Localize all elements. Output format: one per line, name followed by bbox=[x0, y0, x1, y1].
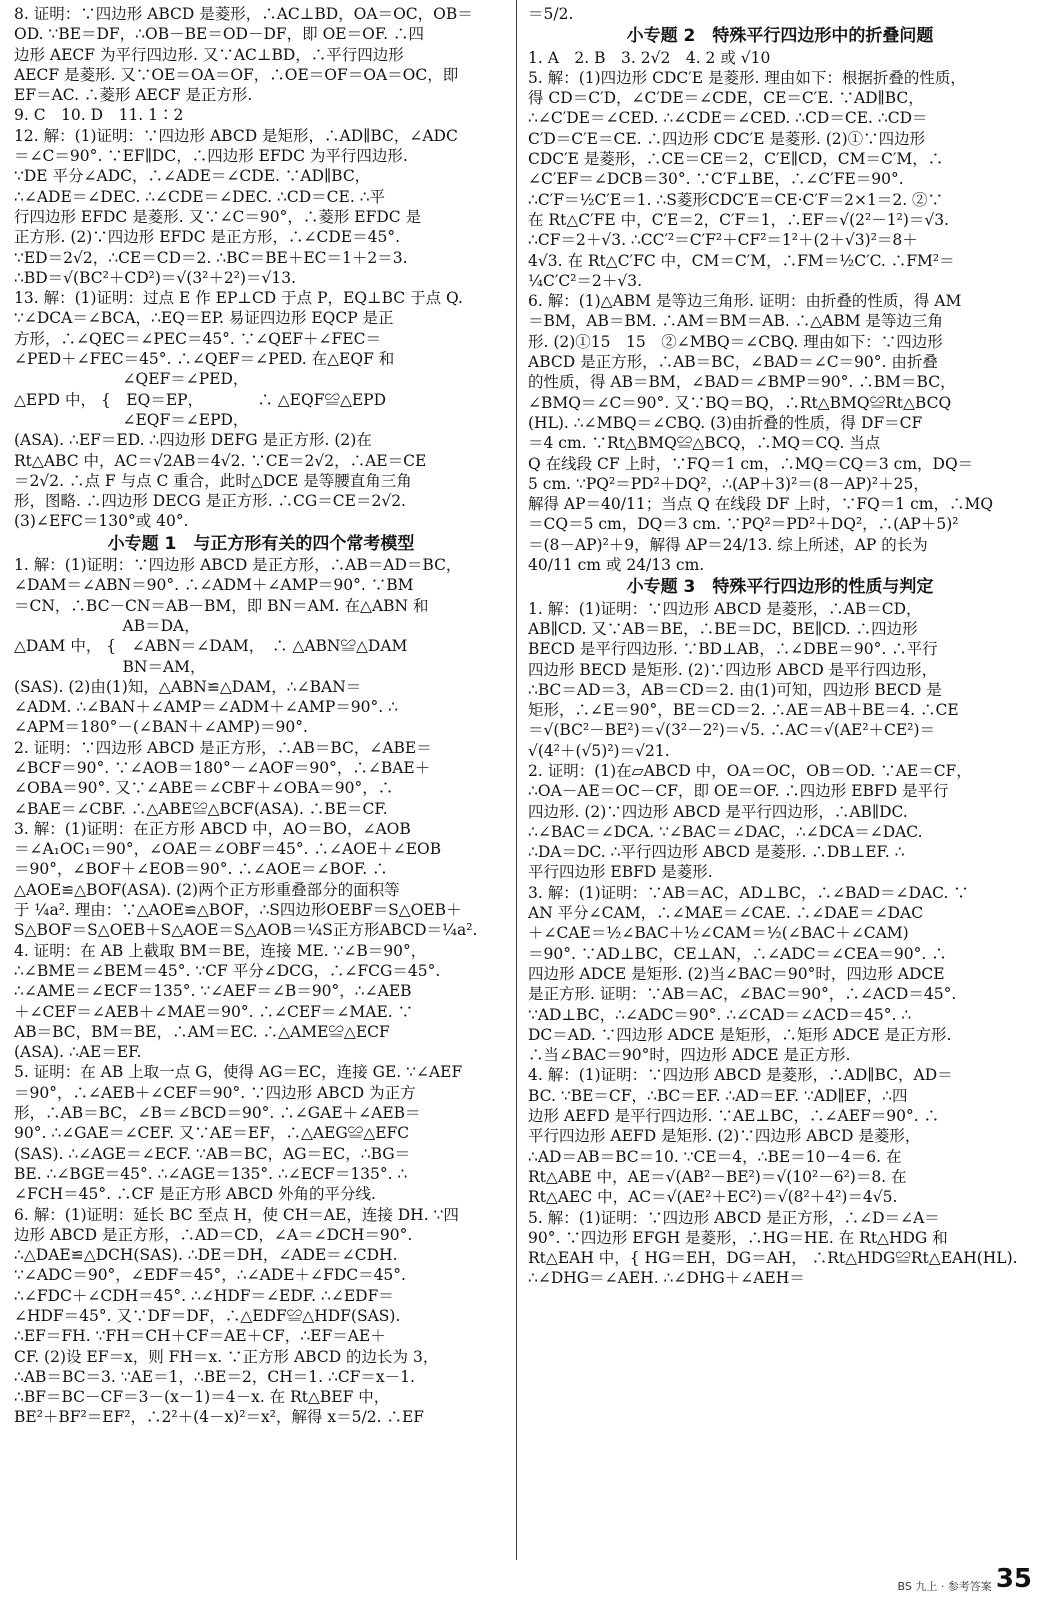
right-line: DC＝AD. ∵四边形 ADCE 是矩形，∴矩形 ADCE 是正方形. bbox=[528, 1025, 952, 1044]
right-line: ∴C′F＝½C′E＝1. ∴S菱形CDC′E＝CE·C′F＝2×1＝2. ②∵ bbox=[528, 190, 944, 209]
left-line: ∴BD＝√(BC²＋CD²)＝√(3²＋2²)＝√13. bbox=[14, 268, 297, 287]
left-line: 13. 解：(1)证明：过点 E 作 EP⊥CD 于点 P，EQ⊥BC 于点 Q. bbox=[14, 289, 463, 308]
right-line: C′D＝C′E＝CE. ∴四边形 CDC′E 是菱形. (2)①∵四边形 bbox=[528, 129, 926, 148]
right-line: ＝CQ＝5 cm，DQ＝3 cm. ∵PQ²＝PD²＋DQ²，∴(AP＋5)² bbox=[528, 515, 959, 534]
right-line: (HL). ∴∠MBQ＝∠CBQ. (3)由折叠的性质，得 DF＝CF bbox=[528, 413, 923, 432]
left-line: ∠BCF＝90°. ∵∠AOB＝180°－∠AOF＝90°，∴∠BAE＋ bbox=[14, 758, 431, 777]
left-line: 形，∴AB＝BC，∠B＝∠BCD＝90°. ∴∠GAE＋∠AEB＝ bbox=[14, 1104, 421, 1123]
right-line: 形. (2)①15 15 ②∠MBQ＝∠CBQ. 理由如下：∵四边形 bbox=[528, 332, 943, 351]
right-line: ∴当∠BAC＝90°时，四边形 ADCE 是正方形. bbox=[528, 1046, 851, 1065]
left-line: (ASA). ∴AE＝EF. bbox=[14, 1043, 142, 1062]
right-line: ＋∠CAE＝½∠BAC＋½∠CAM＝½(∠BAC＋∠CAM) bbox=[528, 924, 909, 943]
right-line: 边形 AEFD 是平行四边形. ∵AE⊥BC，∴∠AEF＝90°. ∴ bbox=[528, 1107, 940, 1126]
right-line: Rt△AEC 中，AC＝√(AE²＋EC²)＝√(8²＋4²)＝4√5. bbox=[528, 1188, 898, 1207]
right-line: 5. 解：(1)四边形 CDC′E 是菱形. 理由如下：根据折叠的性质， bbox=[528, 68, 966, 87]
left-line: 行四边形 EFDC 是菱形. 又∵∠C＝90°，∴菱形 EFDC 是 bbox=[14, 207, 422, 226]
left-line: 12. 解：(1)证明：∵四边形 ABCD 是矩形，∴AD∥BC，∠ADC bbox=[14, 126, 458, 145]
right-line: ∠C′EF＝∠DCB＝30°. ∵C′F⊥BE，∴∠C′FE＝90°. bbox=[528, 170, 904, 189]
left-line: △AOE≌△BOF(ASA). (2)两个正方形重叠部分的面积等 bbox=[14, 880, 400, 899]
right-section-heading: 小专题 2 特殊平行四边形中的折叠问题 bbox=[626, 26, 934, 47]
left-line: OD. ∵BE＝DF，∴OB－BE＝OD－DF，即 OE＝OF. ∴四 bbox=[14, 25, 425, 44]
right-section-heading: 小专题 3 特殊平行四边形的性质与判定 bbox=[626, 577, 934, 598]
left-line: 8. 证明：∵四边形 ABCD 是菱形，∴AC⊥BD，OA＝OC，OB＝ bbox=[14, 5, 473, 23]
right-line: BC. ∵BE＝CF，∴BC＝EF. ∴AD＝EF. ∵AD∥EF，∴四 bbox=[528, 1086, 908, 1105]
left-line: ∠HDF＝45°. 又∵DF＝DF，∴△EDF≌△HDF(SAS). bbox=[14, 1307, 401, 1325]
right-line: ∴∠BAC＝∠DCA. ∵∠BAC＝∠DAC，∴∠DCA＝∠DAC. bbox=[528, 822, 923, 841]
left-line: ∠PED＋∠FEC＝45°. ∴∠QEF＝∠PED. 在△EQF 和 bbox=[14, 350, 395, 369]
left-line: ∵DE 平分∠ADC，∴∠ADE＝∠CDE. ∵AD∥BC， bbox=[14, 167, 371, 186]
left-line: BE²＋BF²＝EF²，∴2²＋(4－x)²＝x²，解得 x＝5/2. ∴EF bbox=[14, 1408, 425, 1427]
left-line: 4. 证明：在 AB 上截取 BM＝BE，连接 ME. ∵∠B＝90°， bbox=[14, 941, 427, 960]
left-line: 边形 AECF 为平行四边形. 又∵AC⊥BD，∴平行四边形 bbox=[14, 45, 404, 64]
left-line: (ASA). ∴EF＝ED. ∴四边形 DEFG 是正方形. (2)在 bbox=[14, 431, 372, 450]
left-line: AECF 是菱形. 又∵OE＝OA＝OF，∴OE＝OF＝OA＝OC，即 bbox=[14, 65, 459, 84]
right-line: 解得 AP＝40/11；当点 Q 在线段 DF 上时，∵FQ＝1 cm，∴MQ bbox=[528, 495, 994, 514]
page-number: 35 bbox=[995, 1564, 1032, 1594]
right-line: ∴OA－AE＝OC－CF，即 OE＝OF. ∴四边形 EBFD 是平行 bbox=[528, 782, 949, 801]
left-line: 3. 解：(1)证明：在正方形 ABCD 中，AO＝BO，∠AOB bbox=[14, 819, 411, 838]
left-line: ∠OBA＝90°. 又∵∠ABE＝∠CBF＋∠OBA＝90°，∴ bbox=[14, 779, 394, 798]
left-line: 方形，∴∠QEC＝∠PEC＝45°. ∵∠QEF＋∠FEC＝ bbox=[14, 329, 381, 348]
right-line: ＝90°. ∵AD⊥BC，CE⊥AN，∴∠ADC＝∠CEA＝90°. ∴ bbox=[528, 944, 947, 963]
right-line: 的性质，得 AB＝BM，∠BAD＝∠BMP＝90°. ∴BM＝BC， bbox=[528, 373, 956, 392]
right-line: ＝BM，AB＝BM. ∴AM＝BM＝AB. ∴△ABM 是等边三角 bbox=[528, 312, 944, 331]
right-line: √(4²＋(√5)²)＝√21. bbox=[528, 741, 670, 760]
right-line: ∴BC＝AD＝3，AB＝CD＝2. 由(1)可知，四边形 BECD 是 bbox=[528, 680, 942, 699]
left-line: BN＝AM， bbox=[14, 657, 206, 676]
left-line: 1. 解：(1)证明：∵四边形 ABCD 是正方形，∴AB＝AD＝BC， bbox=[14, 556, 462, 575]
right-line: Rt△ABE 中，AE＝√(AB²－BE²)＝√(10²－6²)＝8. 在 bbox=[528, 1167, 907, 1186]
right-line: 矩形，∴∠E＝90°，BE＝CD＝2. ∴AE＝AB＋BE＝4. ∴CE bbox=[528, 701, 959, 720]
right-line: ¼C′C²＝2＋√3. bbox=[528, 271, 643, 290]
left-line: 形，图略. ∴四边形 DECG 是正方形. ∴CG＝CE＝2√2. bbox=[14, 492, 406, 511]
right-line: ＝4 cm. ∵Rt△BMQ≌△BCQ，∴MQ＝CQ. 当点 bbox=[528, 434, 881, 453]
left-line: ＝90°，∴∠AEB＋∠CEF＝90°. ∵四边形 ABCD 为正方 bbox=[14, 1083, 416, 1102]
left-line: ∴△DAE≌△DCH(SAS). ∴DE＝DH，∠ADE＝∠CDH. bbox=[14, 1246, 398, 1265]
left-line: ∴EF＝FH. ∵FH＝CH＋CF＝AE＋CF，∴EF＝AE＋ bbox=[14, 1327, 386, 1346]
answer-column-left bbox=[14, 4, 508, 1556]
left-line: ＝∠A₁OC₁＝90°，∠OAE＝∠OBF＝45°. ∴∠AOE＋∠EOB bbox=[14, 840, 442, 859]
right-line: ∴∠C′DE＝∠CED. ∴∠CDE＝∠CED. ∴CD＝CE. ∴CD＝ bbox=[528, 109, 928, 128]
right-line: BECD 是平行四边形. ∵BD⊥AB，∴∠DBE＝90°. ∴平行 bbox=[528, 640, 938, 659]
right-line: 3. 解：(1)证明：∵AB＝AC，AD⊥BC，∴∠BAD＝∠DAC. ∵ bbox=[528, 883, 969, 902]
right-line: 2. 证明：(1)在▱ABCD 中，OA＝OC，OB＝OD. ∵AE＝CF， bbox=[528, 761, 972, 780]
left-line: ∠QEF＝∠PED， bbox=[14, 370, 249, 389]
right-line: CDC′E 是菱形，∴CE＝CE＝2，C′E∥CD，CM＝C′M，∴ bbox=[528, 150, 944, 169]
page-footer bbox=[897, 1564, 1032, 1594]
right-line: ＝(8－AP)²＋9，解得 AP＝24/13. 综上所述，AP 的长为 bbox=[528, 535, 928, 554]
left-line: ∠EQF＝∠EPD， bbox=[14, 410, 249, 429]
right-line: 4√3. 在 Rt△C′FC 中，CM＝C′M，∴FM＝½C′C. ∴FM²＝ bbox=[528, 251, 955, 270]
right-line: 4. 解：(1)证明：∵四边形 ABCD 是菱形，∴AD∥BC，AD＝ bbox=[528, 1066, 953, 1085]
left-line: △DAM 中， { ∠ABN＝∠DAM， ∴ △ABN≌△DAM bbox=[14, 637, 408, 656]
left-line: 9. C 10. D 11. 1∶2 bbox=[14, 106, 184, 125]
left-line: ∠BAE＝∠CBF. ∴△ABE≌△BCF(ASA). ∴BE＝CF. bbox=[14, 799, 388, 818]
right-line: 90°. ∵四边形 EFGH 是菱形，∴HG＝HE. 在 Rt△HDG 和 bbox=[528, 1228, 948, 1247]
left-line: ∠APM＝180°－(∠BAN＋∠AMP)＝90°. bbox=[14, 718, 308, 737]
left-line: ∴AB＝BC＝3. ∵AE＝1，∴BE＝2，CH＝1. ∴CF＝x－1. bbox=[14, 1367, 415, 1386]
right-line: ∴CF＝2＋√3. ∴CC′²＝C′F²＋CF²＝1²＋(2＋√3)²＝8＋ bbox=[528, 231, 918, 250]
left-line: ＋∠CEF＝∠AEB＋∠MAE＝90°. ∴∠CEF＝∠MAE. ∵ bbox=[14, 1002, 414, 1021]
right-line: ∵AD⊥BC，∴∠ADC＝90°. ∴∠CAD＝∠ACD＝45°. ∴ bbox=[528, 1005, 912, 1024]
left-line: 边形 ABCD 是正方形，∴AD＝CD，∠A＝∠DCH＝90°. bbox=[14, 1225, 413, 1244]
right-line: 得 CD＝C′D，∠C′DE＝∠CDE，CE＝C′E. ∵AD∥BC， bbox=[528, 89, 924, 108]
left-line: (SAS). (2)由(1)知，△ABN≌△DAM，∴∠BAN＝ bbox=[14, 677, 362, 696]
right-line: 平行四边形 AEFD 是矩形. (2)∵四边形 ABCD 是菱形， bbox=[528, 1127, 921, 1146]
right-line: AB∥CD. 又∵AB＝BE，∴BE＝DC，BE∥CD. ∴四边形 bbox=[528, 619, 918, 638]
left-line: BE. ∴∠BGE＝45°. ∴∠AGE＝135°. ∴∠ECF＝135°. ∴ bbox=[14, 1164, 408, 1183]
right-line: 1. 解：(1)证明：∵四边形 ABCD 是菱形，∴AB＝CD， bbox=[528, 599, 922, 618]
right-line: ABCD 是正方形，∴AB＝BC，∠BAD＝∠C＝90°. 由折叠 bbox=[528, 353, 938, 372]
right-line: 6. 解：(1)△ABM 是等边三角形. 证明：由折叠的性质，得 AM bbox=[528, 292, 962, 311]
left-line: 6. 解：(1)证明：延长 BC 至点 H，使 CH＝AE，连接 DH. ∵四 bbox=[14, 1205, 459, 1224]
right-line: Rt△EAH 中，{ HG＝EH，DG＝AH， ∴Rt△HDG≌Rt△EAH(HL). bbox=[528, 1249, 1018, 1268]
left-line: Rt△ABC 中，AC＝√2AB＝4√2. ∵CE＝2√2，∴AE＝CE bbox=[14, 451, 427, 470]
right-line: 平行四边形 EBFD 是菱形. bbox=[528, 863, 713, 882]
left-line: AB＝BC，BM＝BE，∴AM＝EC. ∴△AME≌△ECF bbox=[14, 1022, 390, 1041]
column-divider bbox=[516, 0, 517, 1560]
footer-label: BS 九上 · 参考答案 bbox=[897, 1580, 992, 1593]
left-line: △EPD 中， { EQ＝EP， ∴ △EQF≌△EPD bbox=[14, 390, 387, 409]
left-line: S△BOF＝S△OEB＋S△AOE＝S△AOB＝¼S正方形ABCD＝¼a². bbox=[14, 921, 478, 940]
left-line: ∵∠ADC＝90°，∠EDF＝45°，∴∠ADE＋∠FDC＝45°. bbox=[14, 1266, 406, 1285]
right-line: 四边形 BECD 是矩形. (2)∵四边形 ABCD 是平行四边形， bbox=[528, 660, 938, 679]
left-line: ∴∠ADE＝∠DEC. ∴∠CDE＝∠DEC. ∴CD＝CE. ∴平 bbox=[14, 187, 386, 206]
left-line: 5. 证明：在 AB 上取一点 G，使得 AG＝EC，连接 GE. ∵∠AEF bbox=[14, 1063, 463, 1082]
right-line: ∴DA＝DC. ∴平行四边形 ABCD 是菱形. ∴DB⊥EF. ∴ bbox=[528, 843, 905, 862]
right-line: ＝5/2. bbox=[528, 5, 574, 23]
left-line: ∵ED＝2√2，∴CE＝CD＝2. ∴BC＝BE＋EC＝1＋2＝3. bbox=[14, 248, 408, 267]
right-line: 40/11 cm 或 24/13 cm. bbox=[528, 556, 705, 575]
left-line: CF. (2)设 EF＝x，则 FH＝x. ∵正方形 ABCD 的边长为 3， bbox=[14, 1347, 439, 1366]
left-line: ＝∠C＝90°. ∵EF∥DC，∴四边形 EFDC 为平行四边形. bbox=[14, 147, 408, 166]
left-section-heading: 小专题 1 与正方形有关的四个常考模型 bbox=[107, 533, 415, 554]
answer-column-right bbox=[528, 4, 1032, 1556]
left-line: ∠DAM＝∠ABN＝90°. ∴∠ADM＋∠AMP＝90°. ∵BM bbox=[14, 576, 414, 595]
left-line: ＝2√2. ∴点 F 与点 C 重合，此时△DCE 是等腰直角三角 bbox=[14, 471, 412, 490]
right-line: AN 平分∠CAM，∴∠MAE＝∠CAE. ∴∠DAE＝∠DAC bbox=[528, 904, 924, 923]
left-line: ∵∠DCA＝∠BCA，∴EQ＝EP. 易证四边形 EQCP 是正 bbox=[14, 309, 394, 328]
left-line: ∴∠AME＝∠ECF＝135°. ∵∠AEF＝∠B＝90°，∴∠AEB bbox=[14, 982, 412, 1001]
left-line: 90°. ∴∠GAE＝∠CEF. 又∵AE＝EF，∴△AEG≌△EFC bbox=[14, 1124, 410, 1143]
right-line: 是正方形. 证明：∵AB＝AC，∠BAC＝90°，∴∠ACD＝45°. bbox=[528, 985, 957, 1004]
right-line: 四边形. (2)∵四边形 ABCD 是平行四边形，∴AB∥DC. bbox=[528, 802, 908, 821]
left-line: (3)∠EFC＝130°或 40°. bbox=[14, 512, 189, 531]
left-line: 于 ¼a². 理由：∵△AOE≌△BOF，∴S四边形OEBF＝S△OEB＋ bbox=[14, 901, 462, 920]
left-line: (SAS). ∴∠AGE＝∠ECF. ∵AB＝BC，AG＝EC，∴BG＝ bbox=[14, 1144, 411, 1163]
right-line: Q 在线段 CF 上时，∵FQ＝1 cm，∴MQ＝CQ＝3 cm，DQ＝ bbox=[528, 454, 974, 473]
left-line: AB＝DA， bbox=[14, 616, 200, 635]
left-line: 2. 证明：∵四边形 ABCD 是正方形，∴AB＝BC，∠ABE＝ bbox=[14, 738, 432, 757]
right-line: ∠BMQ＝∠C＝90°. 又∵BQ＝BQ，∴Rt△BMQ≌Rt△BCQ bbox=[528, 393, 952, 412]
left-line: ＝CN，∴BC－CN＝AB－BM，即 BN＝AM. 在△ABN 和 bbox=[14, 596, 429, 615]
right-line: 5. 解：(1)证明：∵四边形 ABCD 是正方形，∴∠D＝∠A＝ bbox=[528, 1208, 940, 1227]
left-line: ＝90°，∠BOF＋∠EOB＝90°. ∴∠AOE＝∠BOF. ∴ bbox=[14, 860, 388, 879]
right-line: 四边形 ADCE 是矩形. (2)当∠BAC＝90°时，四边形 ADCE bbox=[528, 964, 945, 983]
right-line: 1. A 2. B 3. 2√2 4. 2 或 √10 bbox=[528, 48, 771, 67]
right-line: 在 Rt△C′FE 中，C′E＝2，C′F＝1，∴EF＝√(2²－1²)＝√3. bbox=[528, 210, 950, 229]
left-line: 正方形. (2)∵四边形 EFDC 是正方形，∴∠CDE＝45°. bbox=[14, 228, 401, 247]
right-line: ∴AD＝AB＝BC＝10. ∵CE＝4，∴BE＝10－4＝6. 在 bbox=[528, 1147, 902, 1166]
right-line: ＝√(BC²－BE²)＝√(3²－2²)＝√5. ∴AC＝√(AE²＋CE²)＝ bbox=[528, 721, 935, 740]
left-line: EF＝AC. ∴菱形 AECF 是正方形. bbox=[14, 86, 253, 105]
right-line: 5 cm. ∵PQ²＝PD²＋DQ²，∴(AP＋3)²＝(8－AP)²＋25， bbox=[528, 474, 929, 493]
left-line: ∴BF＝BC－CF＝3－(x－1)＝4－x. 在 Rt△BEF 中， bbox=[14, 1388, 390, 1407]
left-line: ∠ADM. ∴∠BAN＋∠AMP＝∠ADM＋∠AMP＝90°. ∴ bbox=[14, 698, 398, 717]
left-line: ∴∠FDC＋∠CDH＝45°. ∴∠HDF＝∠EDF. ∴∠EDF＝ bbox=[14, 1286, 394, 1305]
left-line: ∴∠BME＝∠BEM＝45°. ∵CF 平分∠DCG，∴∠FCG＝45°. bbox=[14, 961, 441, 980]
right-line: ∴∠DHG＝∠AEH. ∴∠DHG＋∠AEH＝ bbox=[528, 1269, 805, 1288]
left-line: ∠FCH＝45°. ∴CF 是正方形 ABCD 外角的平分线. bbox=[14, 1185, 376, 1204]
